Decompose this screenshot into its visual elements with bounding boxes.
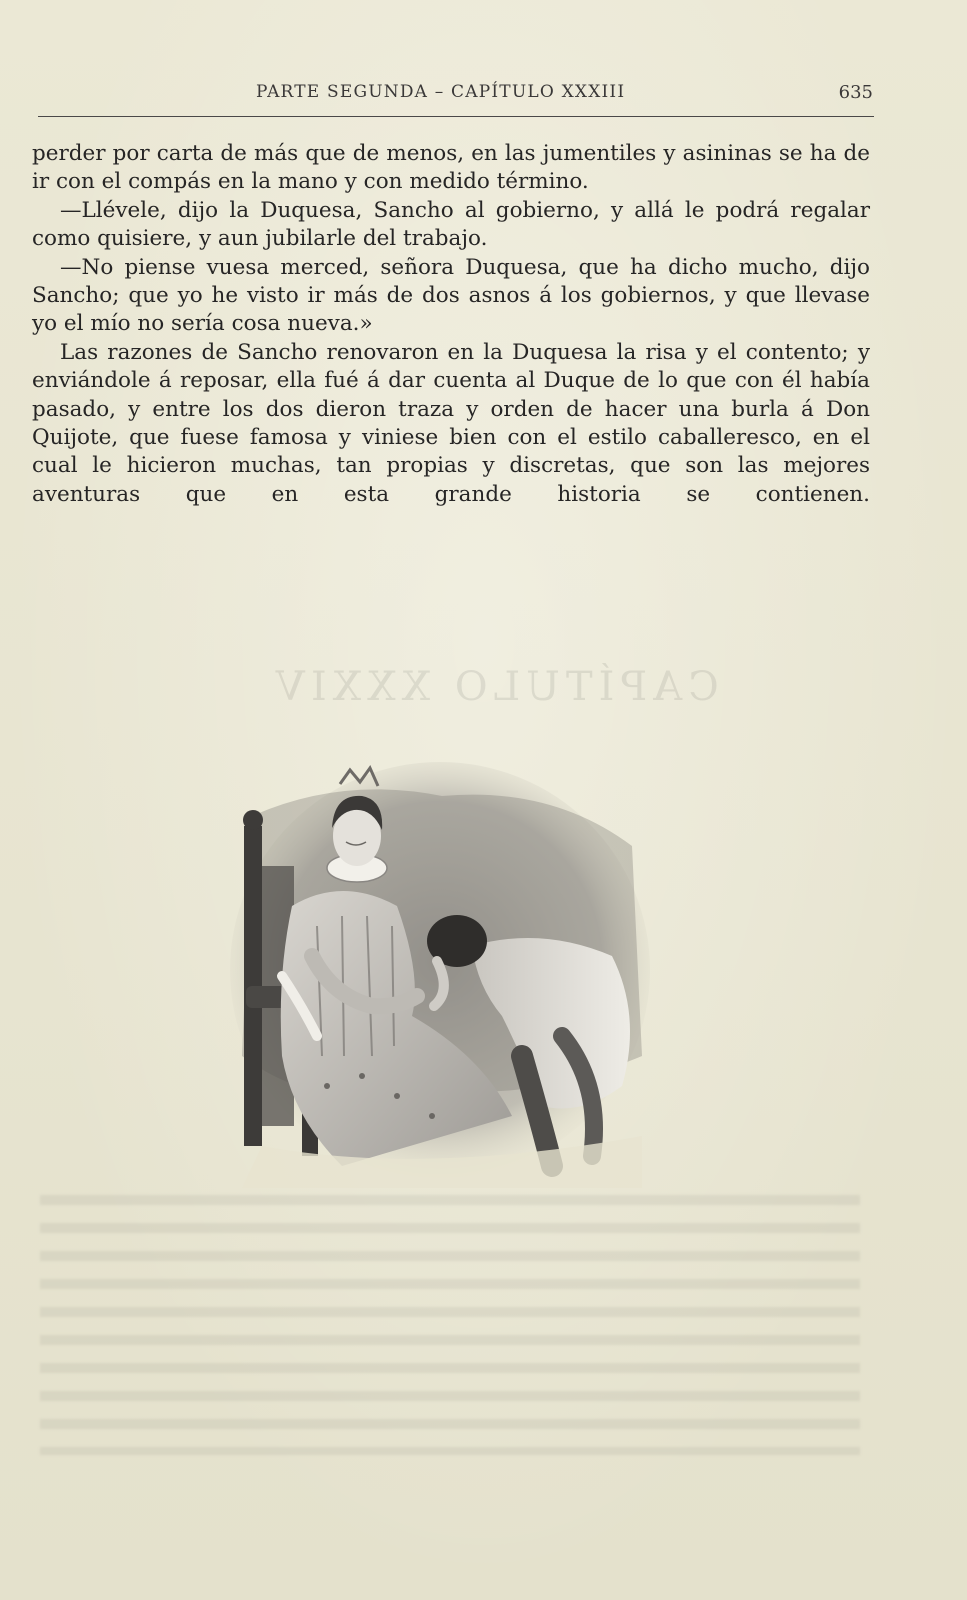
engraving-illustration	[222, 756, 658, 1188]
paragraph: —No piense vuesa merced, señora Duquesa, que ha dicho mucho, dijo Sancho; que yo he visto ir más de dos asnos á los gobiernos, y que llevase yo el mío no sería cosa nueva.»	[32, 254, 870, 337]
illustration-image	[222, 756, 658, 1188]
paragraph: Las razones de Sancho renovaron en la Duquesa la risa y el contento; y enviándole á reposar, ella fué á dar cuenta al Duque de lo que con él había pasado, y entre los dos dieron traza y orden de hacer una burla á Don Quijote, que fuese famosa y viniese bien con el estilo caballeresco, en el cual le hicieron muchas, tan propias y discretas, que son las mejores aventuras que en esta grande historia se contienen.	[32, 339, 870, 507]
header-rule	[38, 116, 874, 117]
body-text	[32, 140, 870, 509]
show-through-heading: CAPÍTULO XXXIV	[270, 664, 719, 710]
paragraph: —Llévele, dijo la Duquesa, Sancho al gobierno, y allá le podrá regalar como quisiere, y aun jubilarle del trabajo.	[32, 197, 870, 252]
show-through-text	[40, 1195, 860, 1455]
paragraph: perder por carta de más que de menos, en las jumentiles y asininas se ha de ir con el compás en la mano y con medido término.	[32, 141, 870, 195]
page-number: 635	[838, 82, 873, 103]
running-title: PARTE SEGUNDA – CAPÍTULO XXXIII	[256, 82, 626, 102]
running-header	[0, 82, 967, 106]
